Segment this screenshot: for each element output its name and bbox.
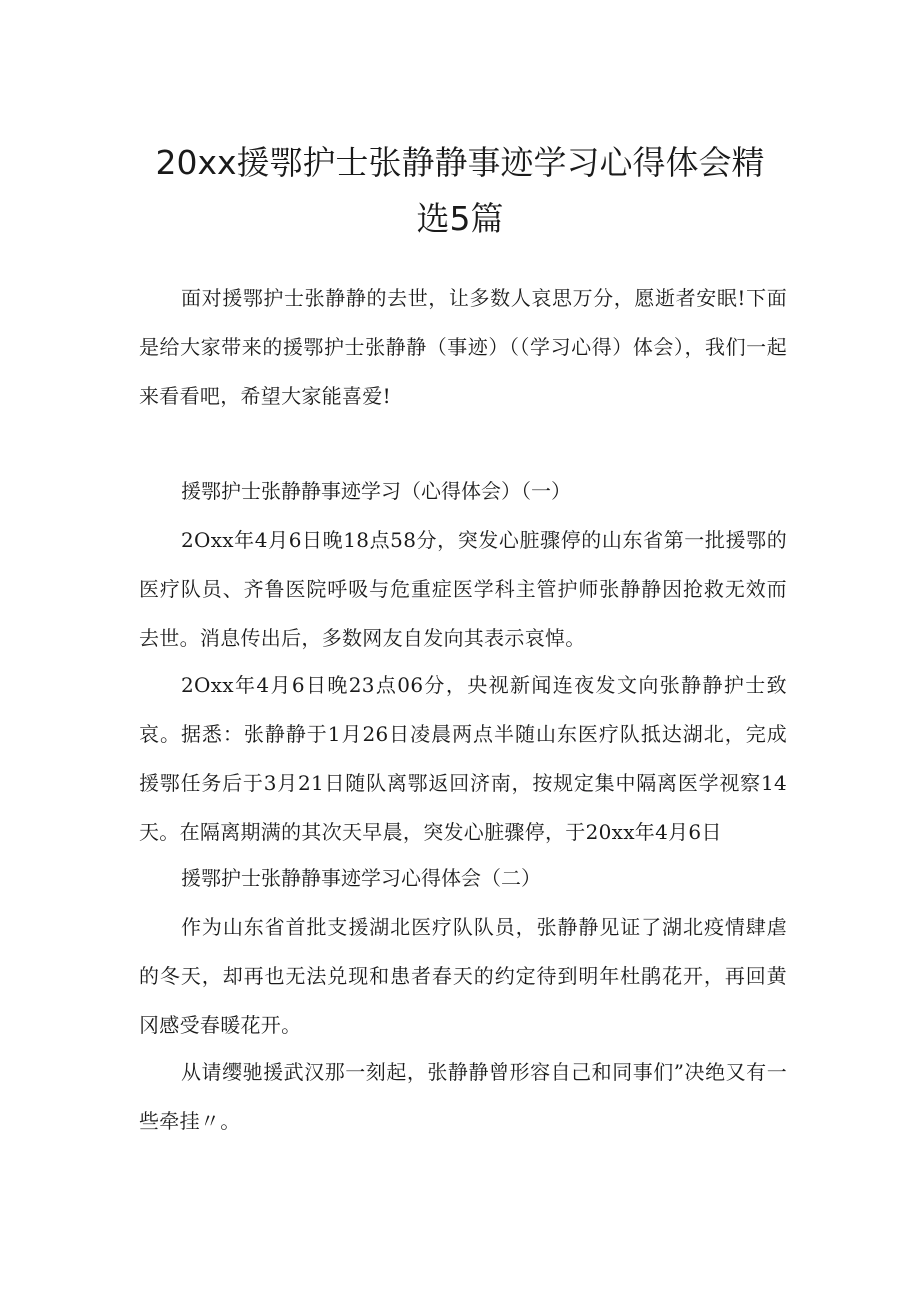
intro-paragraph: 面对援鄂护士张静静的去世，让多数人哀思万分，愿逝者安眠!下面是给大家带来的援鄂护士张静静（事迹）（（学习心得）体会），我们一起来看看吧，希望大家能喜爱! <box>139 286 787 408</box>
section-2-paragraph-2: 从请缨驰援武汉那一刻起，张静静曾形容自己和同事们”决绝又有一些牵挂〃。 <box>139 1060 787 1133</box>
section-2-heading: 援鄂护士张静静事迹学习心得体会（二） <box>181 866 541 890</box>
section-1-paragraph-1: 2Oxx年4月6日晚18点58分，突发心脏骤停的山东省第一批援鄂的医疗队员、齐鲁医院呼吸与危重症医学科主管护师张静静因抢救无效而去世。消息传出后，多数网友自发向其表示哀悼。 <box>139 528 787 650</box>
document-title-line-2: 选5篇 <box>416 199 504 238</box>
section-2-paragraph-1: 作为山东省首批支援湖北医疗队队员，张静静见证了湖北疫情肆虐的冬天，却再也无法兑现和患者春天的约定待到明年杜鹃花开，再回黄冈感受春暖花开。 <box>139 915 787 1037</box>
document-title-line-1: 20xx援鄂护士张静静事迹学习心得体会精 <box>155 143 765 182</box>
section-1-heading: 援鄂护士张静静事迹学习（心得体会）（一） <box>181 479 571 503</box>
section-1-paragraph-2: 2Oxx年4月6日晚23点06分，央视新闻连夜发文向张静静护士致哀。据悉：张静静于1月26日凌晨两点半随山东医疗队抵达湖北，完成援鄂任务后于3月21日随队离鄂返回济南，按规定集中隔离医学视察14天。在隔离期满的其次天早晨，突发心脏骤停，于20xx年4月6日 <box>139 673 787 844</box>
